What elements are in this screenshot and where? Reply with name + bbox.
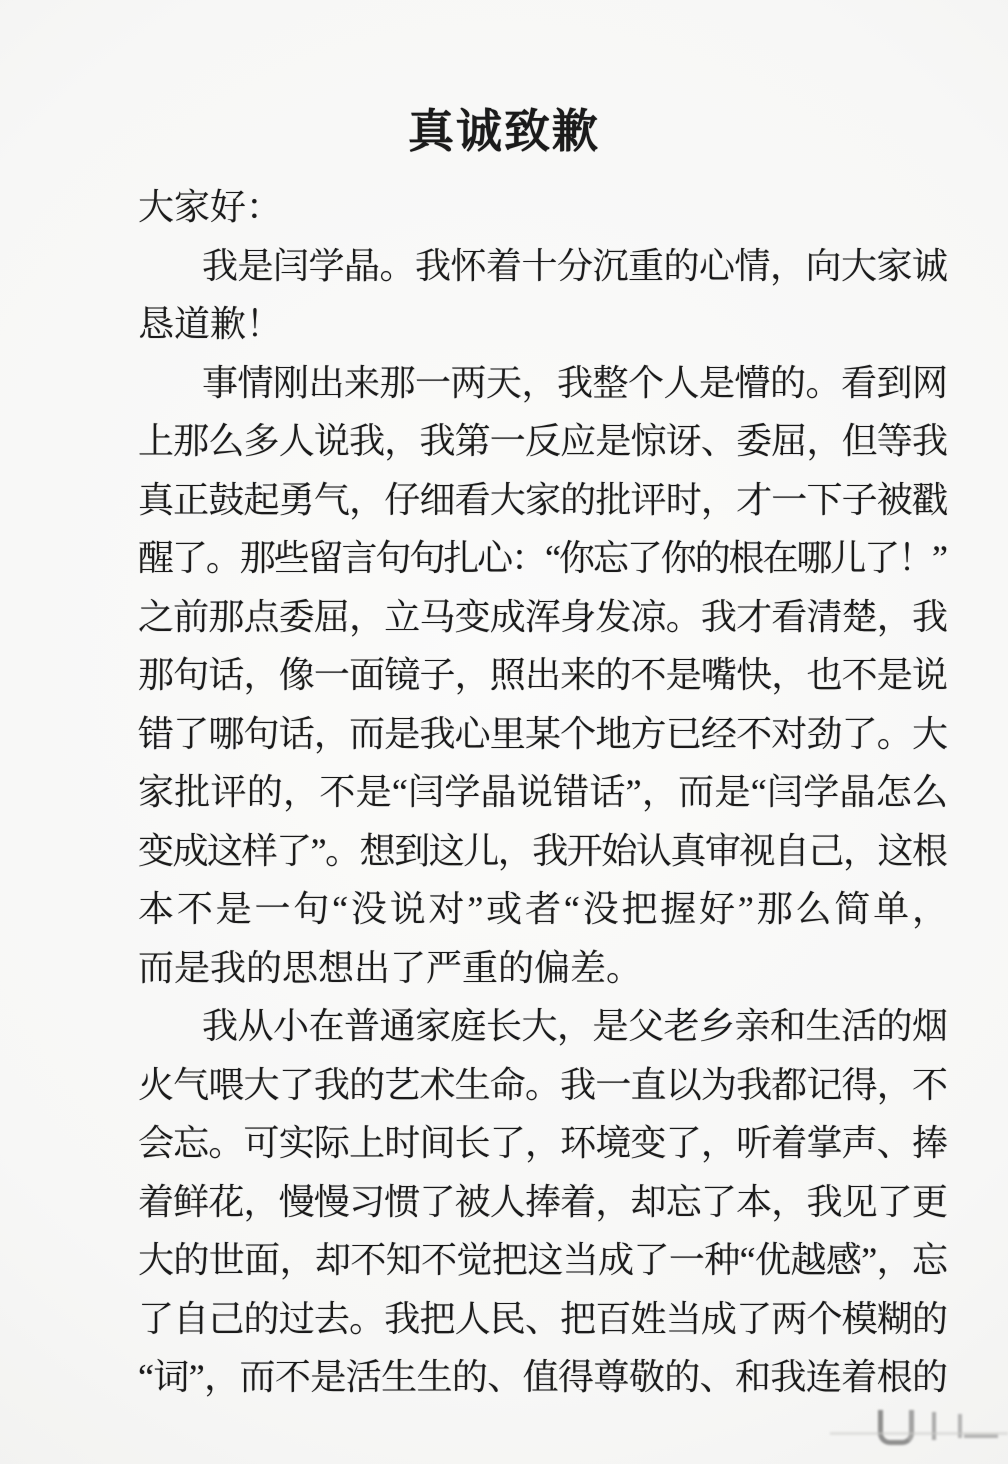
text-line: 大的世面，却不知不觉把这当成了一种“优越感”，忘 [138,1240,948,1280]
text-line: 真正鼓起勇气，仔细看大家的批评时，才一下子被戳 [138,479,948,520]
paragraph [138,997,948,1407]
paragraph [138,237,948,354]
text-line: 我从小在普通家庭长大，是父老乡亲和生活的烟 [202,1006,948,1046]
text-line: 上那么多人说我，我第一反应是惊讶、委屈，但等我 [138,421,948,461]
paragraph [138,354,951,998]
text-line: 我是闫学晶。我怀着十分沉重的心情，向大家诚 [202,245,948,286]
text-line: 了自己的过去。我把人民、把百姓当成了两个模糊的 [138,1298,948,1339]
text-line: 本不是一句“没说对”或者“没把握好”那么简单， [138,889,951,929]
text-line: 家批评的，不是“闫学晶说错话”，而是“闫学晶怎么 [138,772,949,812]
text-line: 而是我的思想出了严重的偏差。 [138,947,643,988]
cut-off-next-line-artifact [932,1412,936,1440]
paragraph [138,178,948,237]
text-line: 会忘。可实际上时间长了，环境变了，听着掌声、捧 [138,1123,948,1163]
text-line: 醒了。那些留言句句扎心：“你忘了你的根在哪儿了！” [138,538,946,578]
text-line: 火气喂大了我的艺术生命。我一直以为我都记得，不 [138,1064,948,1105]
text-line: 错了哪句话，而是我心里某个地方已经不对劲了。大 [138,713,948,754]
text-line: 那句话，像一面镜子，照出来的不是嘴快，也不是说 [138,655,948,695]
letter-body [138,178,951,1407]
text-line: 恳道歉！ [138,304,283,344]
text-line: 着鲜花，慢慢习惯了被人捧着，却忘了本，我见了更 [138,1181,948,1222]
cut-off-next-line-artifact [830,1432,1008,1435]
text-line: 之前那点委屈，立马变成浑身发凉。我才看清楚，我 [138,596,948,637]
text-line: 变成这样了”。想到这儿，我开始认真审视自己，这根 [138,830,947,871]
text-line: 事情刚出来那一两天，我整个人是懵的。看到网 [202,362,948,403]
text-line: 大家好： [138,187,283,227]
page-title: 真诚致歉 [408,106,600,157]
text-line: “词”，而不是活生生的、值得尊敬的、和我连着根的 [138,1357,948,1397]
cut-off-next-line-artifact [878,1410,914,1445]
